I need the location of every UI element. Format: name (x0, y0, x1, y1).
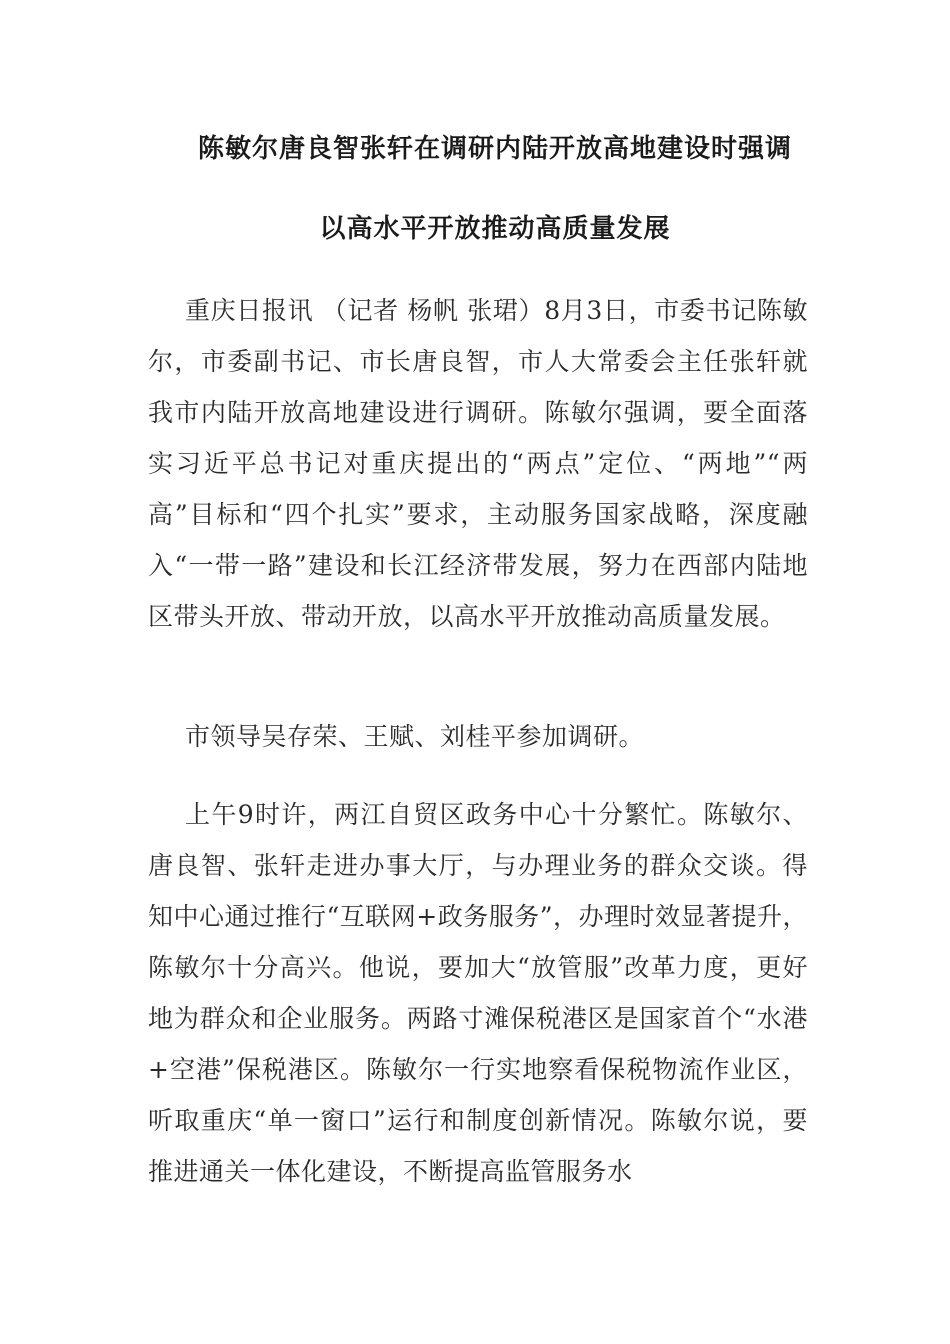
paragraph-lead: 重庆日报讯 （记者 杨帆 张珺）8月3日，市委书记陈敏尔，市委副书记、市长唐良智，市人大常委会主任张轩就我市内陆开放高地建设进行调研。陈敏尔强调，要全面落实习近平总书记对重庆提出的“两点”定位、“两地”“两高”目标和“四个扎实”要求，主动服务国家战略，深度融入“一带一路”建设和长江经济带发展，努力在西部内陆地区带头开放、带动开放，以高水平开放推动高质量发展。 (148, 296, 808, 631)
paragraph-participants: 市领导吴存荣、王赋、刘桂平参加调研。 (185, 722, 645, 751)
paragraph-inspection: 上午9时许，两江自贸区政务中心十分繁忙。陈敏尔、唐良智、张轩走进办事大厅，与办理业务的群众交谈。得知中心通过推行“互联网+政务服务”，办理时效显著提升，陈敏尔十分高兴。他说，要加大“放管服”改革力度，更好地为群众和企业服务。两路寸滩保税港区是国家首个“水港+空港”保税港区。陈敏尔一行实地察看保税物流作业区，听取重庆“单一窗口”运行和制度创新情况。陈敏尔说，要推进通关一体化建设，不断提高监管服务水 (148, 800, 809, 1186)
headline-line-2: 以高水平开放推动高质量发展 (319, 214, 671, 244)
headline-line-1: 陈敏尔唐良智张轩在调研内陆开放高地建设时强调 (197, 134, 792, 164)
